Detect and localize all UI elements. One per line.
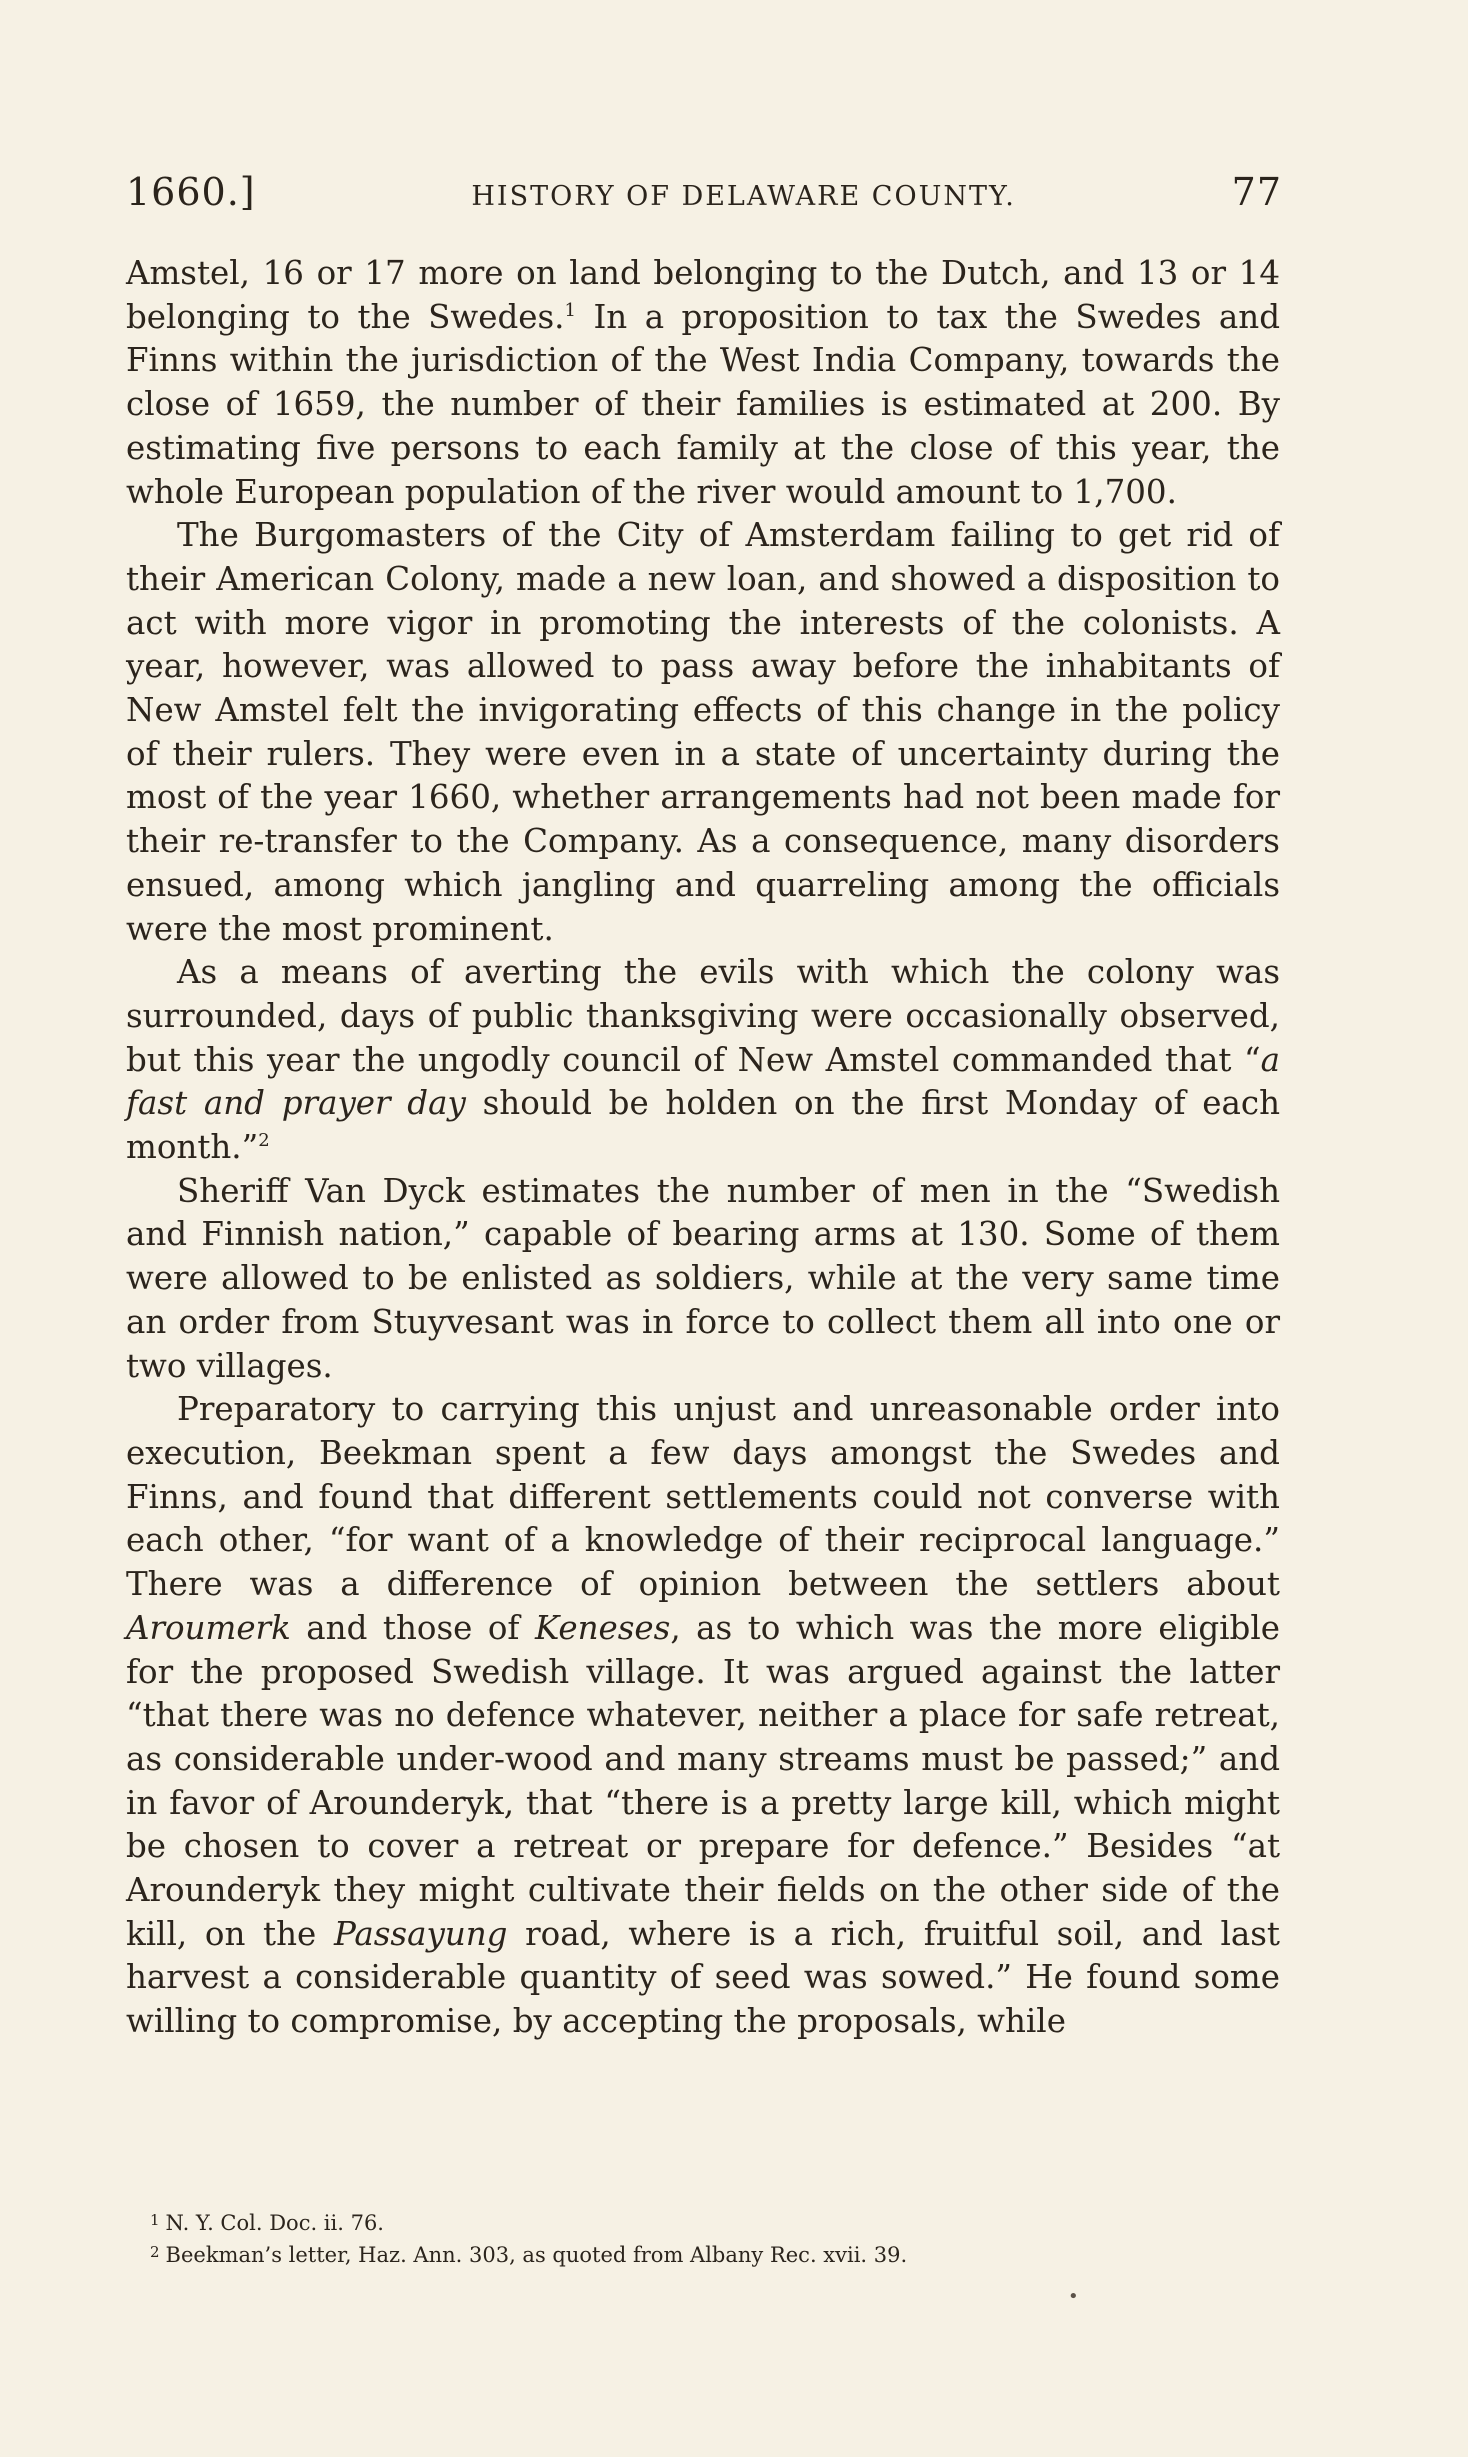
text-run: Preparatory to carrying this unjust and unreasonable order into execution, Beekman spent a few days amongst the Swedes and Finns, and found that different settlements could not converse with each other, “for want of a knowledge of their reciprocal language.” There was a difference of opinion between the settlers about: [126, 1390, 1280, 1604]
running-head-year: 1660.]: [126, 170, 256, 214]
footnote-number: 1: [150, 2211, 160, 2229]
running-head-title: HISTORY OF DELAWARE COUNTY.: [471, 181, 1016, 212]
print-speck: •: [1068, 2286, 1079, 2307]
footnote-ref: 2: [258, 1130, 270, 1152]
italic-text: Passayung: [333, 1914, 508, 1953]
italic-text: a fast and prayer day: [126, 1040, 1280, 1123]
footnote: [150, 2206, 1250, 2238]
text-run: road, where is a rich, fruitful soil, and last harvest a considerable quantity of seed was sowed.” He found some willing to compromise, by accepting the proposals, while: [126, 1914, 1280, 2041]
running-head: [126, 170, 1282, 220]
paragraph: [126, 252, 1280, 514]
text-run: Amstel, 16 or 17 more on land belonging to the Dutch, and 13 or 14 belonging to the Swedes.: [126, 254, 1280, 336]
text-run: In a proposition to tax the Swedes and Finns within the jurisdiction of the West India Company, towards the close of 1659, the number of their families is estimated at 200. By estimating five persons to each family at the close of this year, the whole European population of the river would amount to 1,700.: [126, 297, 1280, 511]
text-run: should be holden on the first Monday of each month.”: [126, 1084, 1281, 1167]
body-text: [126, 252, 1280, 2044]
italic-text: Keneses: [534, 1608, 671, 1647]
paragraph: [126, 1388, 1280, 2044]
text-run: , as to which was the more eligible for the proposed Swedish village. It was argued against the latter “that there was no defence whatever, neither a place for safe retreat, as considerable under-wood and many streams must be passed;” and in favor of Arounderyk, that “there is a pretty large kill, which might be chosen to cover a retreat or prepare for defence.” Besides “at Arounderyk they might cultivate their fields on the other side of the kill, on the: [126, 1608, 1280, 1953]
footnote-text: Beekman’s letter, Haz. Ann. 303, as quoted from Albany Rec. xvii. 39.: [165, 2243, 908, 2267]
text-run: Sheriff Van Dyck estimates the number of men in the “Swedish and Finnish nation,” capable of bearing arms at 130. Some of them were allowed to be enlisted as soldiers, while at the very same time an order from Stuyvesant was in force to collect them all into one or two villages.: [126, 1171, 1280, 1385]
text-run: As a means of averting the evils with which the colony was surrounded, days of public thanksgiving were occasionally observed, but this year the ungodly council of New Amstel commanded that “: [126, 953, 1280, 1079]
text-run: and those of: [290, 1608, 535, 1647]
footnote-text: N. Y. Col. Doc. ii. 76.: [165, 2211, 384, 2235]
footnotes: [150, 2206, 1250, 2270]
page-number: 77: [1231, 170, 1282, 214]
italic-text: Aroumerk: [126, 1608, 291, 1647]
footnote-ref: 1: [564, 299, 576, 321]
paragraph: [126, 514, 1280, 951]
footnote-number: 2: [150, 2243, 160, 2261]
text-run: The Burgomasters of the City of Amsterdam failing to get rid of their American Colony, made a new loan, and showed a disposition to act with more vigor in promoting the interests of the colonists. A year, however, was allowed to pass away before the inhabitants of New Amstel felt the invigorating effects of this change in the policy of their rulers. They were even in a state of uncertainty during the most of the year 1660, whether arrangements had not been made for their re-transfer to the Company. As a consequence, many disorders ensued, among which jangling and quarreling among the officials were the most prominent.: [126, 516, 1280, 948]
footnote: [150, 2238, 1250, 2270]
paragraph: [126, 1170, 1280, 1389]
paragraph: [126, 951, 1280, 1170]
